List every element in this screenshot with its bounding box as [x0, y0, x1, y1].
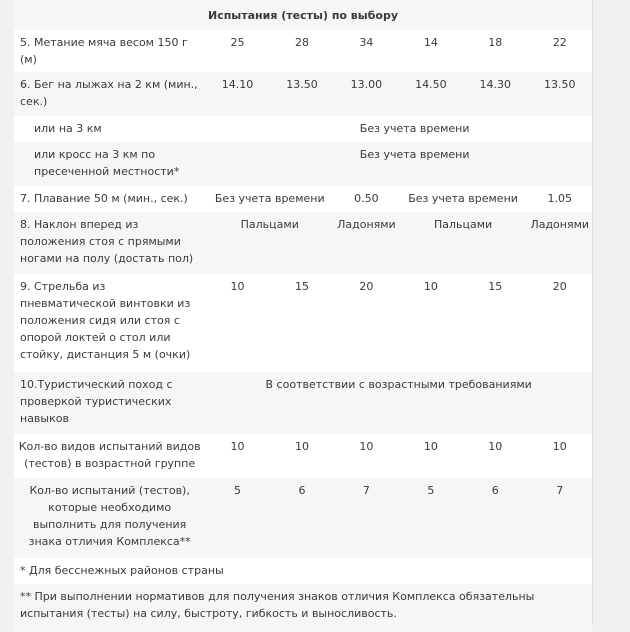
- value-cell: Ладонями: [528, 212, 593, 274]
- value-cell: 6: [270, 478, 334, 558]
- value-cell: 10: [488, 440, 503, 453]
- value-cell: Ладонями: [334, 212, 398, 274]
- value-cell: 20: [359, 280, 374, 293]
- value-cell: 7: [528, 478, 593, 558]
- footnote: * Для бесснежных районов страны: [20, 564, 224, 577]
- row-label: 6. Бег на лыжах на 2 км (мин., сек.): [14, 72, 205, 116]
- value-cell: 22: [552, 36, 567, 49]
- row-label: 10.Туристический поход с проверкой туристических навыков: [14, 372, 205, 434]
- value-cell: 10: [230, 280, 245, 293]
- value-cell: 13.50: [270, 72, 334, 116]
- document-sheet: [14, 0, 592, 624]
- value-cell: Пальцами: [205, 212, 334, 274]
- value-cell: 7: [334, 478, 398, 558]
- span-cell: В соответствии с возрастными требованиями: [205, 372, 592, 434]
- table-row: [14, 30, 592, 72]
- value-cell: 10: [552, 440, 567, 453]
- value-cell: 14: [423, 36, 438, 49]
- value-cell: 14.10: [205, 72, 269, 116]
- value-cell: 10: [230, 440, 245, 453]
- table-row: [14, 186, 592, 212]
- table-row: [14, 274, 592, 372]
- table-header-row: [14, 0, 592, 30]
- footnote: ** При выполнении нормативов для получения знаков отличия Комплекса обязательны испытания (тесты) на силу, быстроту, гибкость и выносливость.: [14, 584, 592, 632]
- value-cell: 14.50: [399, 72, 463, 116]
- value-cell: 10: [359, 440, 374, 453]
- value-cell: 10: [423, 440, 438, 453]
- table-row: [14, 478, 592, 558]
- value-cell: Без учета времени: [214, 192, 325, 205]
- page-edge: [592, 0, 593, 624]
- row-label: 7. Плавание 50 м (мин., сек.): [20, 192, 188, 205]
- value-cell: 5: [399, 478, 463, 558]
- value-cell: 34: [359, 36, 374, 49]
- value-cell: Пальцами: [399, 212, 528, 274]
- row-label: Кол-во испытаний (тестов), которые необходимо выполнить для получения знака отличия Комплекса**: [14, 478, 205, 558]
- table-row: [14, 142, 592, 186]
- section-header: Испытания (тесты) по выбору: [14, 0, 592, 30]
- value-cell: 25: [230, 36, 245, 49]
- norms-table: [14, 0, 592, 632]
- value-cell: 13.00: [334, 72, 398, 116]
- value-cell: 20: [552, 280, 567, 293]
- row-label: 5. Метание мяча весом 150 г (м): [20, 36, 188, 66]
- row-label: или кросс на 3 км по пресеченной местности*: [14, 142, 205, 186]
- span-cell: Без учета времени: [205, 142, 592, 186]
- value-cell: 15: [294, 280, 309, 293]
- table-row: [14, 434, 592, 478]
- footnote-row: [14, 558, 592, 584]
- table-row: [14, 212, 592, 274]
- row-label: Кол-во видов испытаний видов (тестов) в возрастной группе: [18, 440, 201, 470]
- footnote-row: [14, 584, 592, 632]
- value-cell: Без учета времени: [408, 192, 518, 205]
- value-cell: 18: [488, 36, 503, 49]
- value-cell: 10: [423, 280, 438, 293]
- value-cell: 13.50: [528, 72, 593, 116]
- value-cell: 6: [463, 478, 527, 558]
- table-row: [14, 72, 592, 116]
- span-cell: Без учета времени: [359, 122, 470, 135]
- row-label: 9. Стрельба из пневматической винтовки из положения сидя или стоя с опорой локтей о стол или стойку, дистанция 5 м (очки): [20, 280, 191, 361]
- table-row: [14, 372, 592, 434]
- value-cell: 28: [294, 36, 309, 49]
- value-cell: 15: [488, 280, 503, 293]
- value-cell: 0.50: [354, 192, 379, 205]
- row-label: 8. Наклон вперед из положения стоя с прямыми ногами на полу (достать пол): [14, 212, 205, 274]
- value-cell: 1.05: [547, 192, 572, 205]
- value-cell: 5: [205, 478, 269, 558]
- value-cell: 14.30: [463, 72, 527, 116]
- value-cell: 10: [294, 440, 309, 453]
- table-row: [14, 116, 592, 142]
- row-label: или на 3 км: [34, 122, 102, 135]
